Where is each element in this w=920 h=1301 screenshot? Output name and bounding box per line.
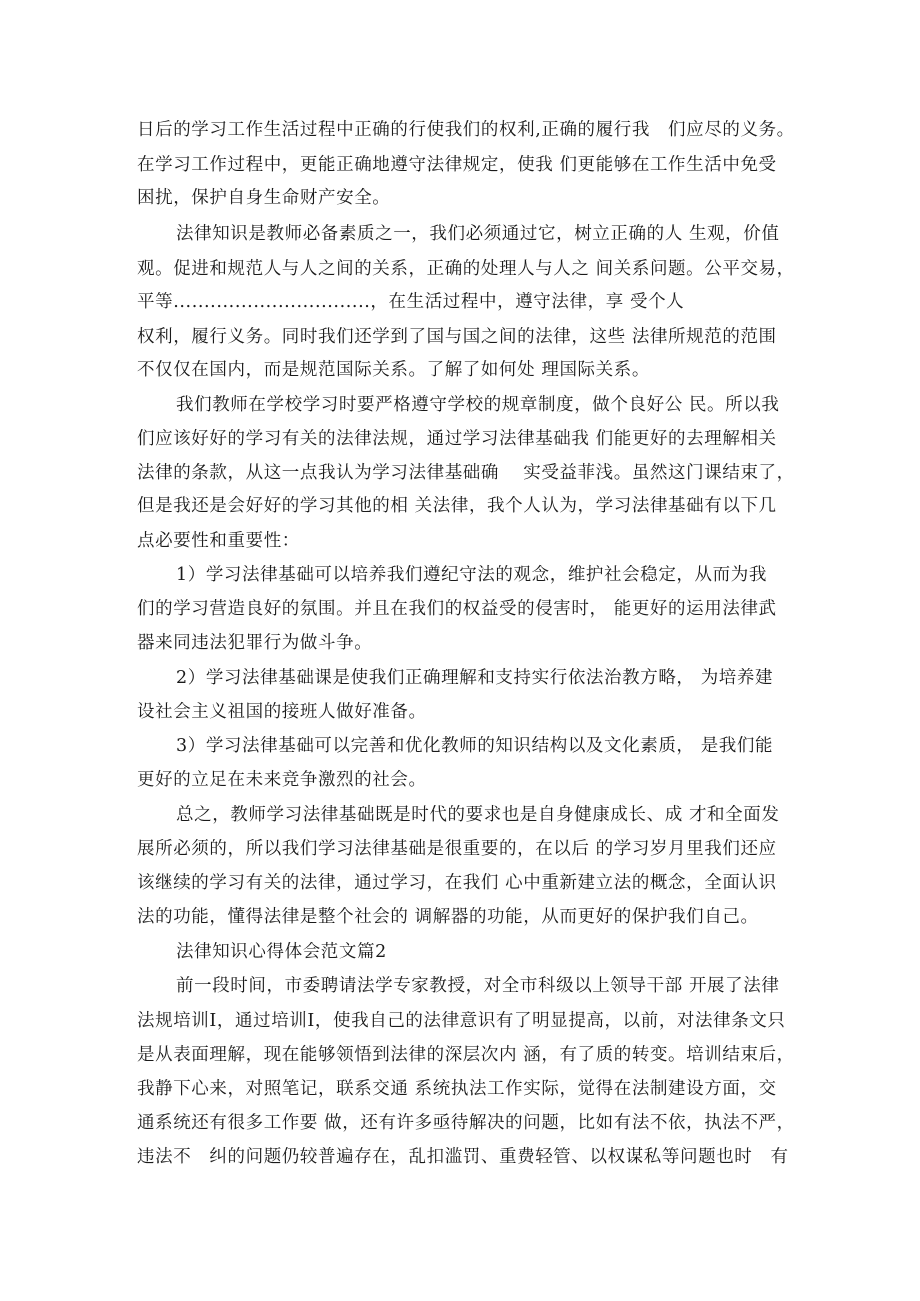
text-line: 但是我还是会好好的学习其他的相 关法律，我个人认为，学习法律基础有以下几 — [137, 496, 777, 516]
list-item-1-line: 1）学习法律基础可以培养我们遵纪守法的观念，维护社会稳定，从而为我 — [176, 565, 767, 585]
text-line: 器来同违法犯罪行为做斗争。 — [137, 633, 373, 653]
text-line: 不仅仅在国内，而是规范国际关系。了解了如何处 理国际关系。 — [137, 360, 650, 380]
text-line: 平等................................，在生活过程中，遵守法律，享 受个人 — [137, 292, 685, 312]
paragraph-start-line: 法律知识是教师必备素质之一，我们必须通过它，树立正确的人 生观，价值 — [176, 224, 780, 244]
text-line: 设社会主义祖国的接班人做好准备。 — [137, 702, 427, 722]
text-line: 通系统还有很多工作要 做，还有许多亟待解决的问题，比如有法不依，执法不严， — [137, 1113, 795, 1133]
text-line: 法的功能，懂得法律是整个社会的 调解器的功能，从而更好的保护我们自己。 — [137, 907, 759, 927]
text-line: 点必要性和重要性： — [137, 531, 300, 551]
section-heading: 法律知识心得体会范文篇2 — [176, 942, 387, 962]
text-line: 该继续的学习有关的法律，通过学习，在我们 心中重新建立法的概念，全面认识 — [137, 873, 777, 893]
text-line: 更好的立足在未来竞争激烈的社会。 — [137, 770, 427, 790]
text-line: 我静下心来，对照笔记，联系交通 系统执法工作实际，觉得在法制建设方面，交 — [137, 1079, 777, 1099]
text-line: 困扰，保护自身生命财产安全。 — [137, 188, 391, 208]
text-line: 是从表面理解，现在能够领悟到法律的深层次内 涵，有了质的转变。培训结束后， — [137, 1045, 795, 1065]
text-line: 法律的条款，从这一点我认为学习法律基础确 实受益菲浅。虽然这门课结束了， — [137, 463, 795, 483]
text-line: 权利，履行义务。同时我们还学到了国与国之间的法律，这些 法律所规范的范围 — [137, 327, 777, 347]
paragraph-start-line: 前一段时间，市委聘请法学专家教授，对全市科级以上领导干部 开展了法律 — [176, 976, 780, 996]
text-line: 观。促进和规范人与人之间的关系，正确的处理人与人之 间关系问题。公平交易， — [137, 259, 795, 279]
list-item-3-line: 3）学习法律基础可以完善和优化教师的知识结构以及文化素质， 是我们能 — [176, 736, 774, 756]
text-line: 们的学习营造良好的氛围。并且在我们的权益受的侵害时， 能更好的运用法律武 — [137, 599, 777, 619]
paragraph-start-line: 我们教师在学校学习时要严格遵守学校的规章制度，做个良好公 民。所以我 — [176, 395, 780, 415]
text-line: 法规培训I，通过培训I，使我自己的法律意识有了明显提高，以前，对法律条文只 — [137, 1011, 786, 1031]
text-line: 们应该好好的学习有关的法律法规，通过学习法律基础我 们能更好的去理解相关 — [137, 429, 777, 449]
text-line: 日后的学习工作生活过程中正确的行使我们的权利,正确的履行我 们应尽的义务。 — [137, 120, 795, 140]
text-line: 在学习工作过程中，更能正确地遵守法律规定，使我 们更能够在工作生活中免受 — [137, 155, 777, 175]
text-line: 展所必须的，所以我们学习法律基础是很重要的，在以后 的学习岁月里我们还应 — [137, 839, 777, 859]
text-line: 违法不 纠的问题仍较普遍存在，乱扣滥罚、重费轻管、以权谋私等问题也时 有 — [137, 1147, 789, 1167]
list-item-2-line: 2）学习法律基础课是使我们正确理解和支持实行依法治教方略， 为培养建 — [176, 668, 774, 688]
paragraph-start-line: 总之，教师学习法律基础既是时代的要求也是自身健康成长、成 才和全面发 — [176, 805, 780, 825]
